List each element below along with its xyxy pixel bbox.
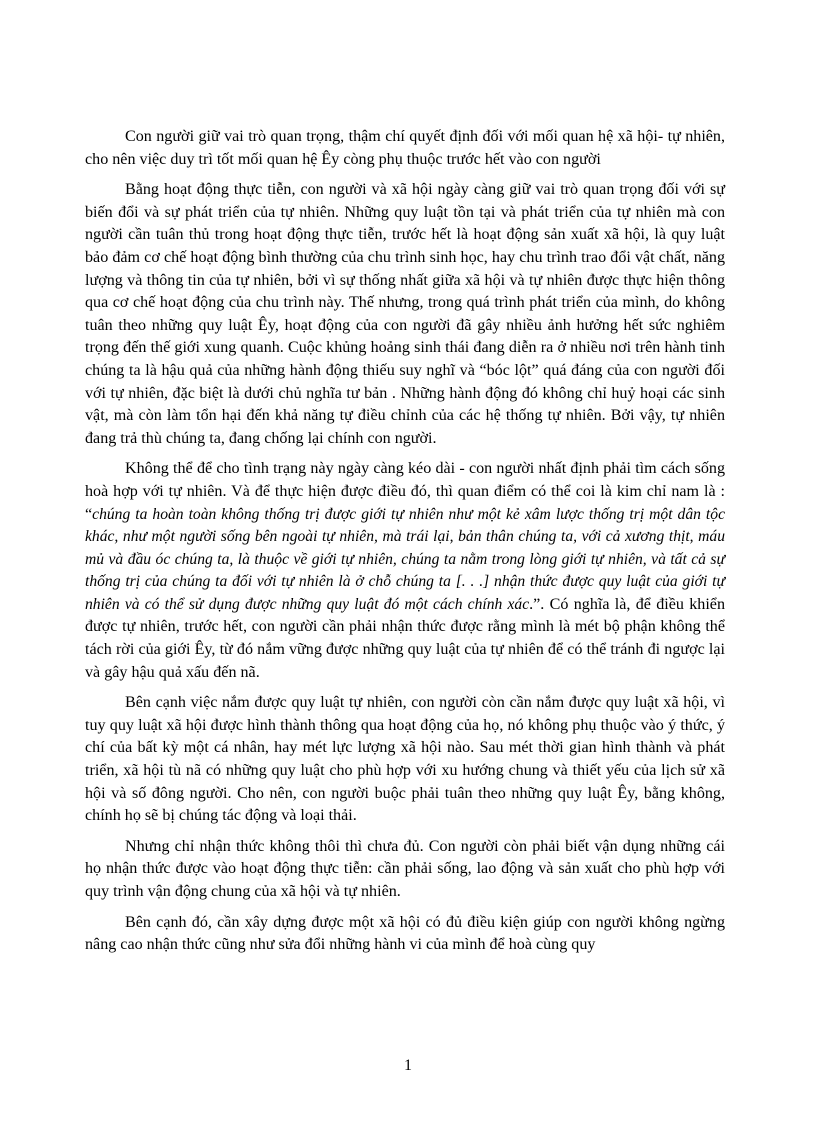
page-number: 1 xyxy=(404,1057,412,1074)
paragraph-3-continuation: .”. Có nghĩa là, để điều khiển được tự nhiên, trước hết, con người cần phải nhận thức được rằng mình là mét bộ phận không thể tách rời của giới Êy, từ đó nắm vững được những quy luật của tự nhiên để có thể tránh đi ngược lại và gây hậu quả xấu đến nã. xyxy=(85,595,725,681)
engels-quote: chúng ta hoàn toàn không thống trị được giới tự nhiên như một kẻ xâm lược thống trị một dân tộc khác, như một người sống bên ngoài tự nhiên, mà trái lại, bản thân chúng ta, với cả xương thịt, máu mủ và đầu óc chúng ta, là thuộc về giới tự nhiên, chúng ta nằm trong lòng giới tự nhiên, và tất cả sự thống trị của chúng ta đối với tự nhiên là ở chỗ chúng ta [. . .] nhận thức được quy luật của giới tự nhiên và có thể sử dụng được những quy luật đó một cách chính xác xyxy=(85,505,725,613)
paragraph-6: Bên cạnh đó, cần xây dựng được một xã hội có đủ điều kiện giúp con người không ngừng nâng cao nhận thức cũng như sửa đổi những hành vi của mình để hoà cùng quy xyxy=(85,913,725,954)
paragraph-3-intro: Không thể để cho tình trạng này ngày càng kéo dài - con người nhất định phải tìm cách sống hoà hợp với tự nhiên. Và để thực hiện được điều đó, thì quan điểm có thể coi là kim chỉ nam là : “ xyxy=(85,460,725,523)
body-text xyxy=(85,126,725,965)
paragraph-4: Bên cạnh việc nắm được quy luật tự nhiên, con người còn cần nắm được quy luật xã hội, vì tuy quy luật xã hội được hình thành thông qua hoạt động của họ, nó không phụ thuộc vào ý thức, ý chí của bất kỳ một cá nhân, hay mét lực lượng xã hội nào. Sau mét thời gian hình thành và phát triển, xã hội tù nã có những quy luật cho phù hợp với xu hướng chung và thiết yếu của lịch sử xã hội và số đông người. Cho nên, con người buộc phải tuân theo những quy luật Êy, bằng không, chính họ sẽ bị chúng tác động và loại thải. xyxy=(85,694,725,825)
paragraph-5: Nhưng chỉ nhận thức không thôi thì chưa đủ. Con người còn phải biết vận dụng những cái họ nhận thức được vào hoạt động thực tiễn: cần phải sống, lao động và sản xuất cho phù hợp với quy trình vận động chung của xã hội và tự nhiên. xyxy=(85,837,725,900)
paragraph-3 xyxy=(85,458,725,684)
paragraph-1: Con người giữ vai trò quan trọng, thậm chí quyết định đối với mối quan hệ xã hội- tự nhiên, cho nên việc duy trì tốt mối quan hệ Êy còng phụ thuộc trước hết vào con người xyxy=(85,128,725,168)
paragraph-2: Bằng hoạt động thực tiễn, con người và xã hội ngày càng giữ vai trò quan trọng đối với sự biến đổi và sự phát triển của tự nhiên. Những quy luật tồn tại và phát triển của tự nhiên mà con người cần tuân thủ trong hoạt động thực tiễn, trước hết là hoạt động sản xuất xã hội, là quy luật bảo đảm cơ chế hoạt động bình thường của chu trình sinh học, hay chu trình trao đổi vật chất, năng lượng và thông tin của tự nhiên, bởi vì sự thống nhất giữa xã hội và tự nhiên được thực hiện thông qua cơ chế hoạt động của chu trình này. Thế nhưng, trong quá trình phát triển của mình, do không tuân theo những quy luật Êy, hoạt động của con người đã gây nhiều ảnh hưởng hết sức nghiêm trọng đến thế giới xung quanh. Cuộc khủng hoảng sinh thái đang diễn ra ở nhiều nơi trên hành tinh chúng ta là hậu quả của những hành động thiếu suy nghĩ và “bóc lột” quá đáng của con người đối với tự nhiên, đặc biệt là dưới chủ nghĩa tư bản . Những hành động đó không chỉ huỷ hoại các sinh vật, mà còn làm tổn hại đến khả năng tự điều chỉnh của các hệ thống tự nhiên. Bởi vậy, tự nhiên đang trả thù chúng ta, đang chống lại chính con người. xyxy=(85,181,725,447)
